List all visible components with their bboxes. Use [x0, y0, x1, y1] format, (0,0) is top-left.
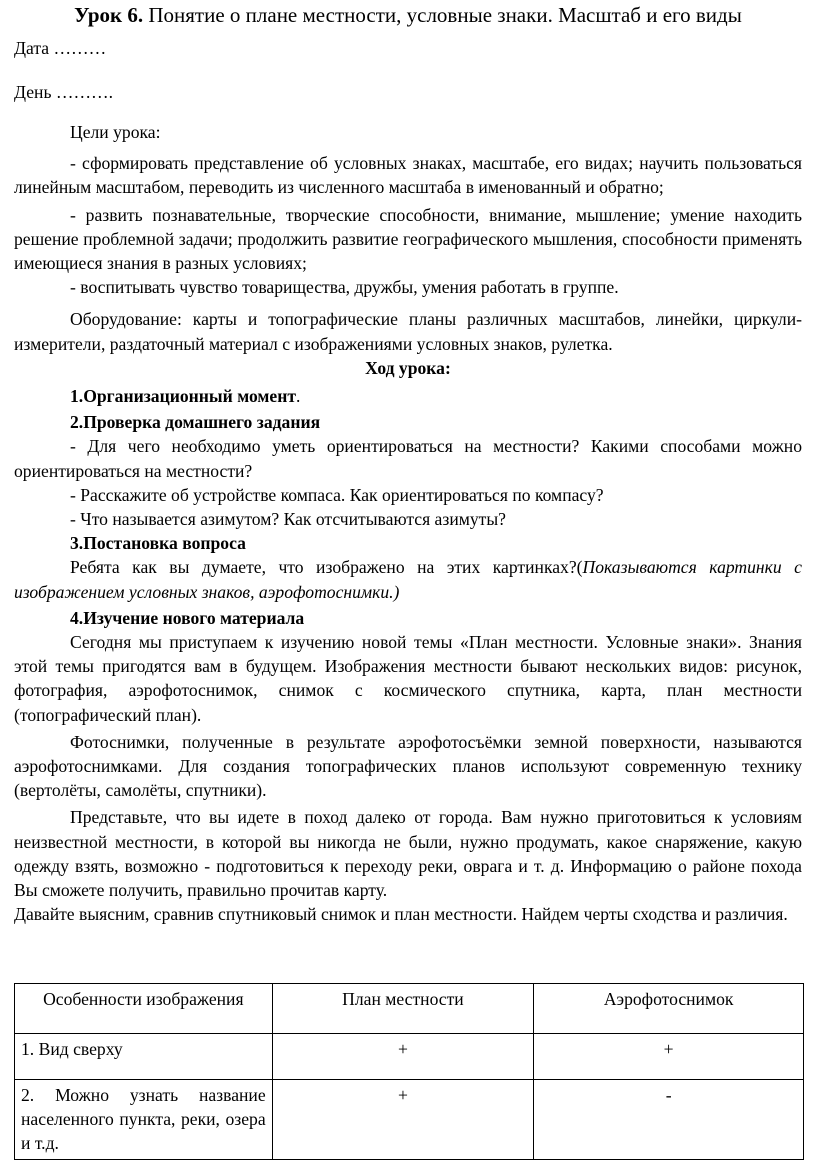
table-cell: 1. Вид сверху: [15, 1034, 273, 1080]
goal-item: - воспитывать чувство товарищества, дружбы, умения работать в группе.: [70, 277, 619, 298]
section-1-title: 1.Организационный момент: [70, 386, 296, 407]
day-line: День ……….: [14, 82, 114, 102]
section-2-heading: 2.Проверка домашнего задания: [70, 412, 321, 433]
question-item: - Для чего необходимо уметь ориентироваться на местности? Какими способами можно ориентироваться на местности?: [14, 436, 802, 481]
goals-heading: Цели урока:: [70, 122, 161, 142]
section-3-italic: Показываются картинки с изображением условных знаков, аэрофотоснимки.): [14, 557, 802, 602]
lesson-number: Урок 6.: [74, 3, 144, 27]
section-4-paragraph: Давайте выясним, сравнив спутниковый снимок и план местности. Найдем черты сходства и различия.: [14, 904, 788, 925]
question-item: - Расскажите об устройстве компаса. Как ориентироваться по компасу?: [70, 484, 604, 505]
section-4-paragraph: Представьте, что вы идете в поход далеко от города. Вам нужно приготовиться к условиям неизвестной местности, в которой вы никогда не были, нужно продумать, какое снаряжение, какую одежду взять, возможно - подготовиться к переходу реки, оврага и т. д. Информацию о районе похода Вы сможете получить, правильно прочитав карту.: [14, 807, 802, 901]
table-cell: +: [534, 1034, 804, 1080]
table-row: [15, 1080, 804, 1160]
goal-item: - сформировать представление об условных знаках, масштабе, его видах; научить пользоваться линейным масштабом, переводить из численного масштаба в именованный и обратно;: [14, 153, 802, 198]
section-4-paragraph: Сегодня мы приступаем к изучению новой темы «План местности. Условные знаки». Знания этой темы пригодятся вам в будущем. Изображения местности бывают нескольких видов: рисунок, фотография, аэрофотоснимок, снимок с космического спутника, карта, план местности (топографический план).: [14, 632, 802, 725]
table-row: [15, 1034, 804, 1080]
section-4-paragraph: Фотоснимки, полученные в результате аэрофотосъёмки земной поверхности, называются аэрофотоснимками. Для создания топографических планов используют современную технику (вертолёты, самолёты, спутники).: [14, 731, 802, 801]
lesson-title: Понятие о плане местности, условные знаки. Масштаб и его виды: [148, 3, 742, 27]
question-item: - Что называется азимутом? Как отсчитываются азимуты?: [70, 509, 506, 530]
goal-item: - развить познавательные, творческие способности, внимание, мышление; умение находить решение проблемной задачи; продолжить развитие географического мышления, способности применять имеющиеся знания в разных условиях;: [14, 204, 802, 274]
table-header-cell: Особенности изображения: [15, 984, 273, 1034]
table-header-row: [15, 984, 804, 1034]
comparison-table: [14, 983, 804, 1160]
table-header-cell: Аэрофотоснимок: [534, 984, 804, 1034]
section-1-dot: .: [296, 386, 301, 407]
goals-block: [14, 120, 802, 927]
page-title: [0, 2, 816, 28]
section-3-heading: 3.Постановка вопроса: [70, 533, 246, 554]
date-line: Дата ………: [14, 38, 107, 58]
section-4-heading: 4.Изучение нового материала: [70, 607, 305, 628]
section-1-heading: [14, 384, 802, 408]
table-cell: 2. Можно узнать название населенного пункта, реки, озера и т.д.: [15, 1080, 273, 1160]
section-3-text: Ребята как вы думаете, что изображено на этих картинках?(: [70, 557, 583, 578]
table-cell: +: [272, 1034, 534, 1080]
table-header-cell: План местности: [272, 984, 534, 1034]
equipment-paragraph: Оборудование: карты и топографические планы различных масштабов, линейки, циркули-измерители, раздаточный материал с изображениями условных знаков, рулетка.: [14, 309, 802, 354]
table-cell: +: [272, 1080, 534, 1160]
table-cell: -: [534, 1080, 804, 1160]
section-3-paragraph: [14, 555, 802, 603]
course-heading: Ход урока:: [365, 357, 451, 378]
